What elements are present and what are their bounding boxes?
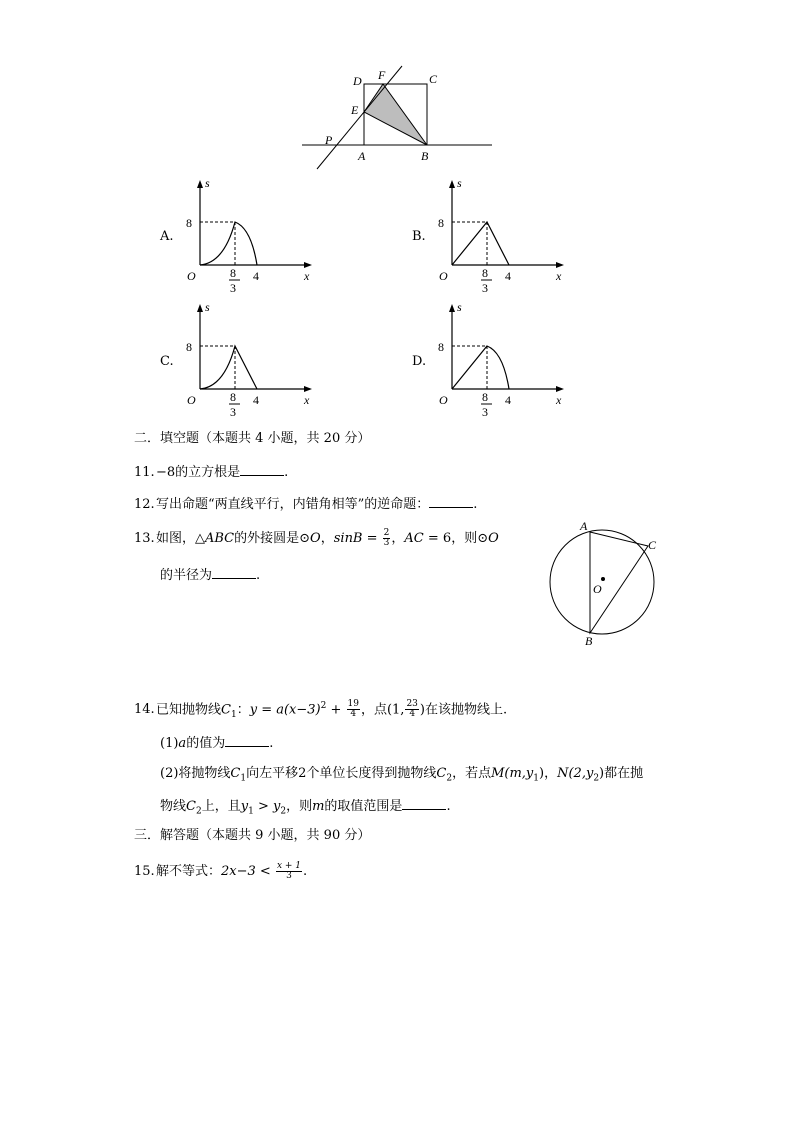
graph-curve <box>452 346 509 389</box>
circle-triangle-figure <box>545 515 665 651</box>
y-tick-label: 8 <box>186 216 192 230</box>
square-geometry-figure <box>295 62 500 174</box>
question-15: 15.解不等式：2x−3 < $\frac{x + 1}{3}$ . <box>134 861 308 881</box>
x-tick-numerator: 8 <box>482 390 488 404</box>
origin-label: O <box>187 269 196 283</box>
x-tick-numerator: 8 <box>482 266 488 280</box>
option-c-label: C. <box>160 354 174 369</box>
label-d: D <box>353 74 362 88</box>
label-a: A <box>358 149 366 163</box>
svg-text:B: B <box>585 634 593 648</box>
option-a-graph <box>180 174 320 298</box>
option-b-label: B. <box>412 229 426 244</box>
y-axis-label: s <box>457 176 462 190</box>
option-b-graph <box>432 174 572 298</box>
x-tick-numerator: 8 <box>230 390 236 404</box>
answer-blank[interactable] <box>225 734 269 747</box>
label-p: P <box>325 133 333 147</box>
origin-label: O <box>439 269 448 283</box>
question-14-part-2-line-2: 物线$C_2$上，且$y_1 > y_2$，则m的取值范围是 . <box>160 799 451 817</box>
question-14-part-1: (1)a的值为 . <box>160 736 274 751</box>
svg-text:A: A <box>580 519 588 533</box>
x-axis-label: x <box>556 269 562 283</box>
x-tick-numerator: 8 <box>230 266 236 280</box>
graph-curve <box>452 222 509 265</box>
origin-label: O <box>187 393 196 407</box>
label-b: B <box>421 149 429 163</box>
x-axis-label: x <box>304 269 310 283</box>
answer-blank[interactable] <box>212 566 256 579</box>
answer-blank[interactable] <box>402 797 446 810</box>
x-tick-denominator: 3 <box>482 281 488 295</box>
question-11: 11.−8的立方根是 . <box>134 465 289 480</box>
x-tick-denominator: 3 <box>230 281 236 295</box>
question-12: 12.写出命题“两直线平行，内错角相等”的逆命题： . <box>134 497 478 512</box>
question-13-line-2: 的半径为 . <box>160 568 261 583</box>
question-14-part-2-line-1: (2)将抛物线$C_1$向左平移2个单位长度得到抛物线$C_2$，若点$M(m,y_1)$，$N(2,y_2)$都在抛 <box>160 766 644 784</box>
x-tick-denominator: 3 <box>230 405 236 419</box>
option-d-label: D. <box>412 354 427 369</box>
question-13-line-1: 13.如图，△ABC的外接圆是⊙O，sinB = $\frac{2}{3}$ ，AC = 6，则⊙O <box>134 528 499 548</box>
x-end-label: 4 <box>253 269 259 283</box>
question-14-line-1: 14.已知抛物线$C_1$：$y = a(x-3)^2$ + $\frac{19}{4}$ ，点(1, $\frac{23}{4}$ )在该抛物线上. <box>134 699 508 720</box>
section-3-title: 三．解答题（本题共 9 小题，共 90 分） <box>134 828 371 843</box>
y-tick-label: 8 <box>438 216 444 230</box>
y-axis-label: s <box>205 300 210 314</box>
y-tick-label: 8 <box>186 340 192 354</box>
answer-blank[interactable] <box>429 495 473 508</box>
label-c: C <box>429 72 438 86</box>
answer-blank[interactable] <box>240 463 284 476</box>
svg-text:C: C <box>648 538 657 552</box>
graph-curve <box>200 346 257 389</box>
x-axis-label: x <box>304 393 310 407</box>
x-axis-label: x <box>556 393 562 407</box>
option-a-label: A. <box>160 229 174 244</box>
section-2-title: 二．填空题（本题共 4 小题，共 20 分） <box>134 431 371 446</box>
origin-label: O <box>439 393 448 407</box>
x-end-label: 4 <box>505 393 511 407</box>
y-axis-label: s <box>205 176 210 190</box>
option-d-graph <box>432 298 572 422</box>
svg-text:O: O <box>593 582 602 596</box>
x-tick-denominator: 3 <box>482 405 488 419</box>
x-end-label: 4 <box>505 269 511 283</box>
x-end-label: 4 <box>253 393 259 407</box>
label-f: F <box>378 68 386 82</box>
y-axis-label: s <box>457 300 462 314</box>
graph-curve <box>200 222 257 265</box>
option-c-graph <box>180 298 320 422</box>
y-tick-label: 8 <box>438 340 444 354</box>
label-e: E <box>351 103 359 117</box>
